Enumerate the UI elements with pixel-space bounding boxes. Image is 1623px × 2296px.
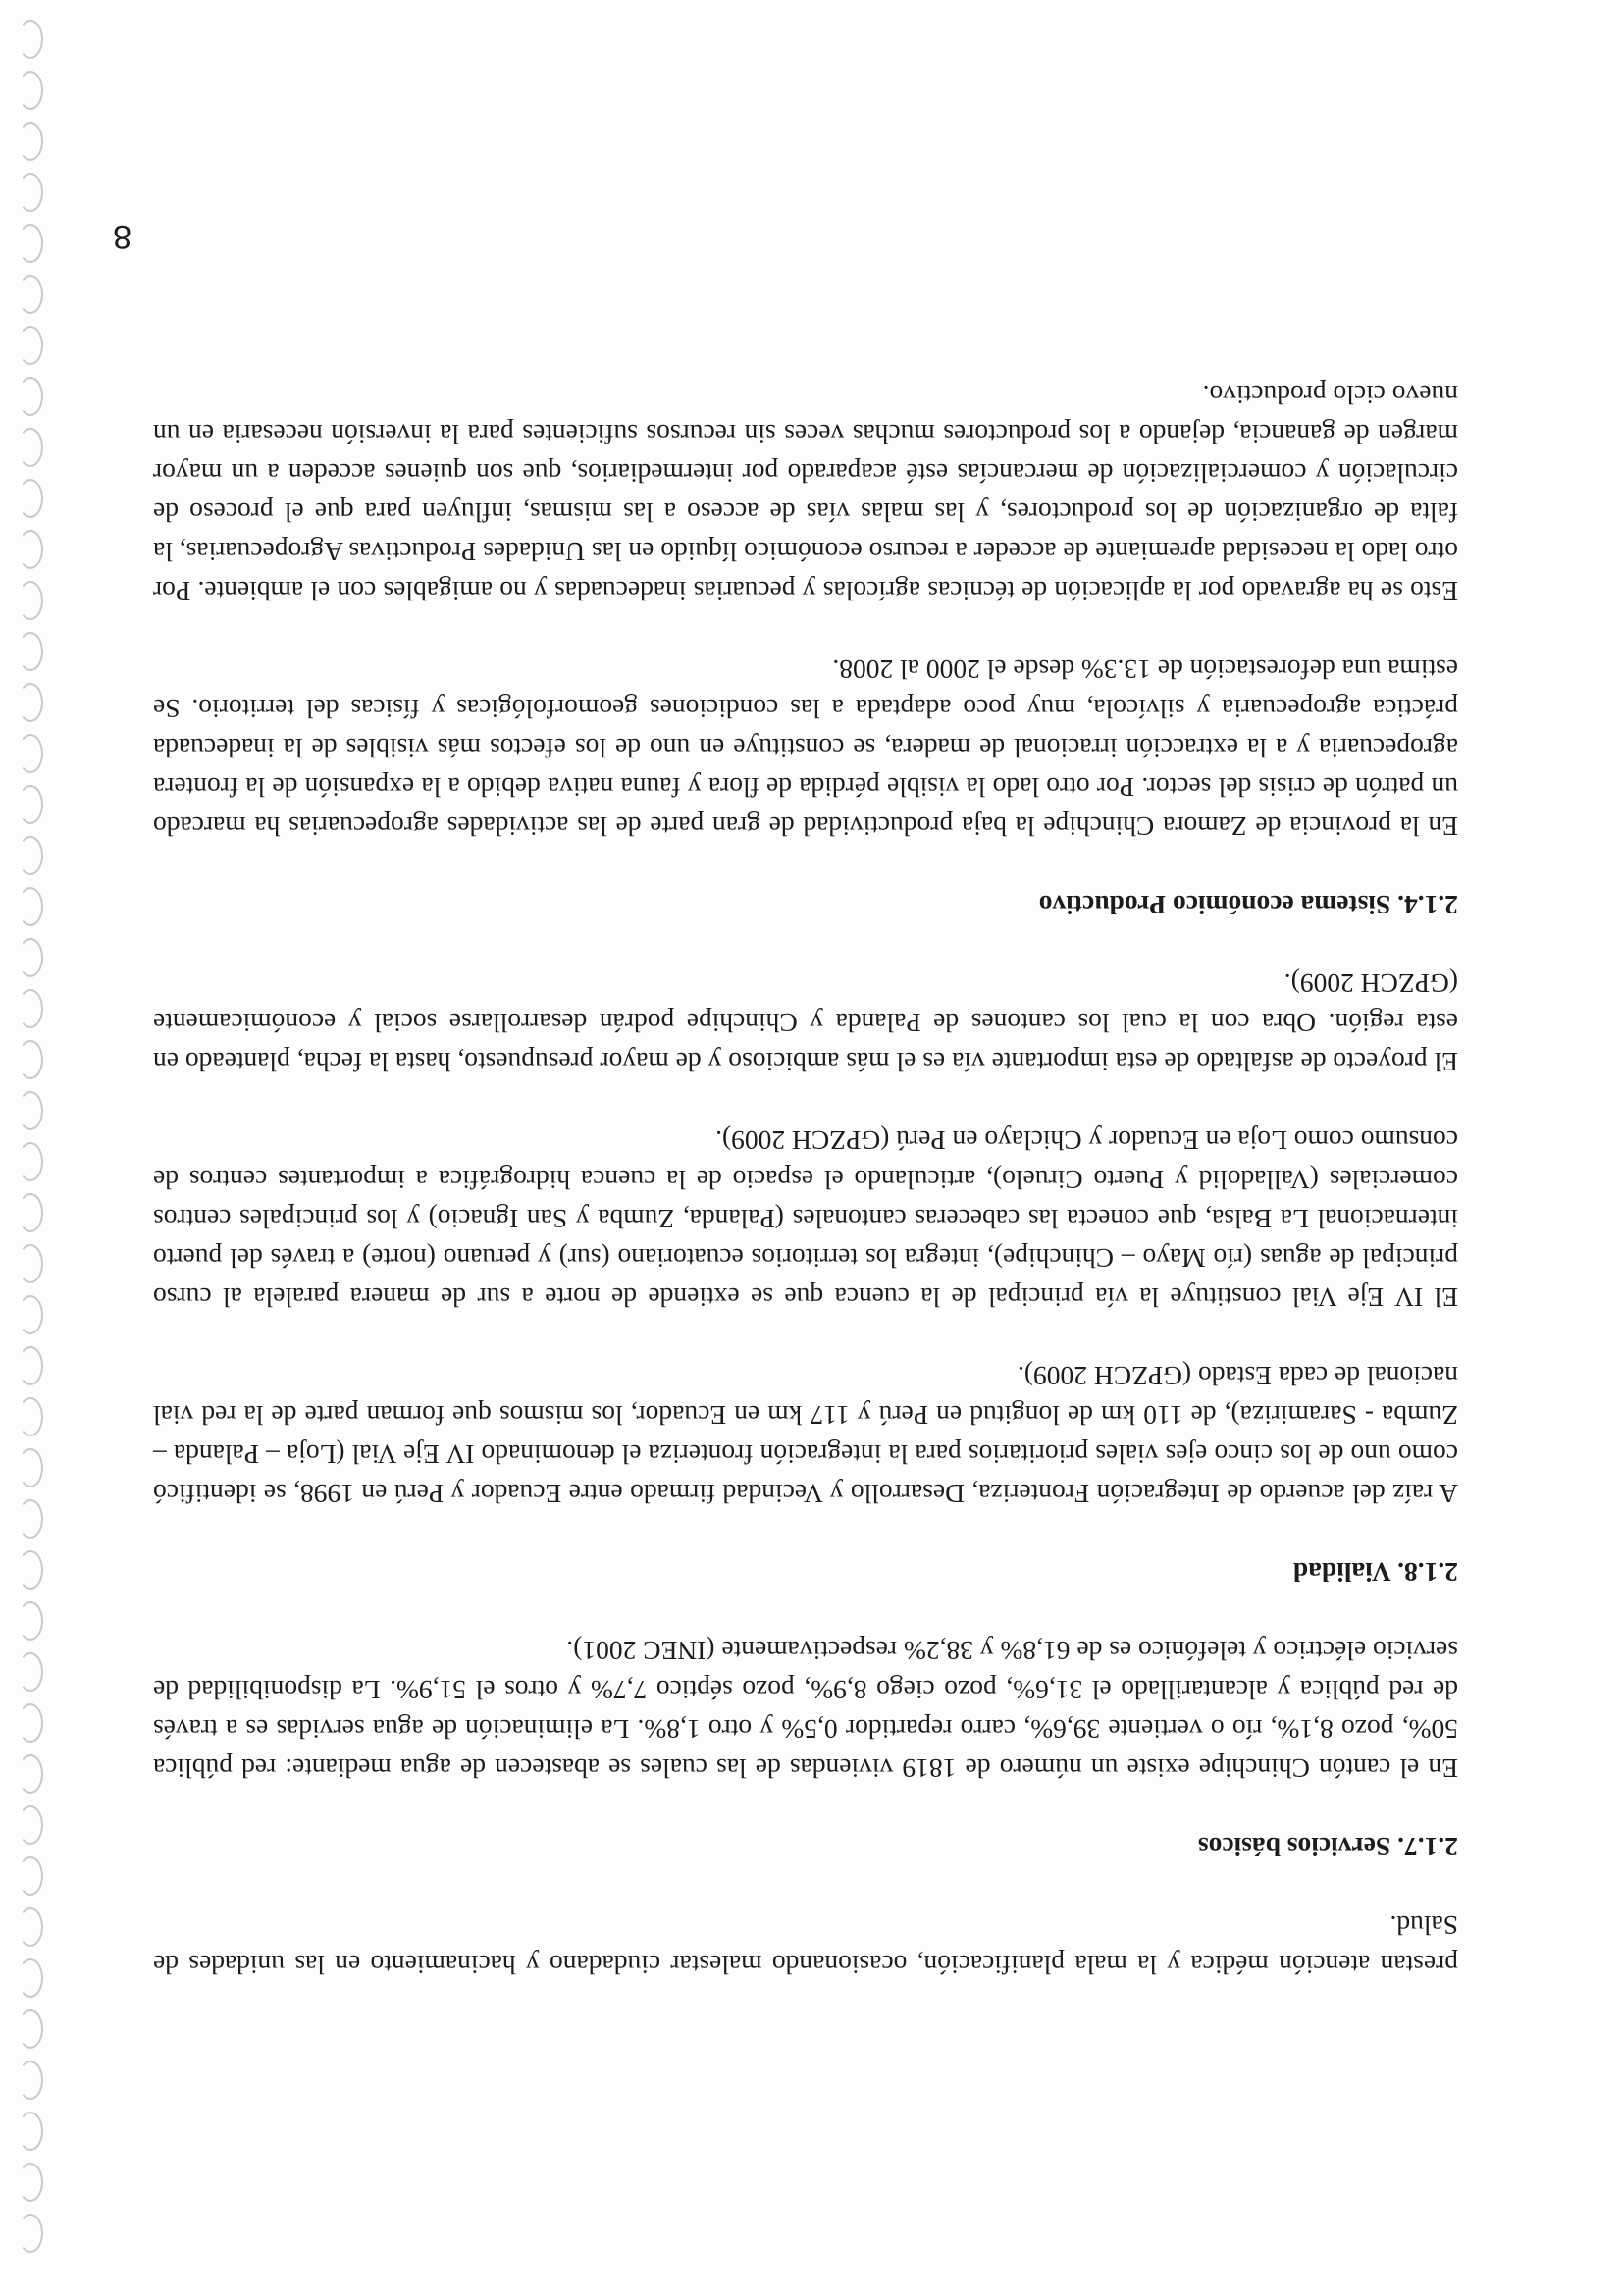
page-number: 8 <box>113 218 131 255</box>
paragraph: A raíz del acuerdo de Integración Fronteriza, Desarrollo y Vecindad firmado entre Ecuador y Perú en 1998, se identificó como uno de los cinco ejes viales prioritarios para la integración fronteriza el denominado IV Eje Vial (Loja – Palanda – Zumba - Saramiriza), de 110 km de longitud en Perú y 117 km en Ecuador, los mismos que forman parte de la red vial nacional de cada Estado (GPZCH 2009). <box>153 1361 1458 1509</box>
section-heading: 2.1.7. Servicios básicos <box>1197 1832 1458 1862</box>
paragraph: El proyecto de asfaltado de esta importante vía es el más ambicioso y de mayor presupuesto, hasta la fecha, planteado en esta región. Obra con la cual los cantones de Palanda y Chinchipe podrán desarrollarse social y económicamente (GPZCH 2009). <box>153 968 1458 1077</box>
section-heading: 2.1.8. Vialidad <box>1292 1557 1458 1588</box>
paragraph: Esto se ha agravado por la aplicación de técnicas agrícolas y pecuarias inadecuadas y no amigables con el ambiente. Por otro lado la necesidad apremiante de acceder a recurso económico líquido en las Unidades Productivas Agropecuarias, la falta de organización de los productores, y las malas vías de acceso a las mismas, influyen para que el proceso de circulación y comercialización de mercancías esté acaparado por intermediarios, que son quienes acceden a un mayor margen de ganancia, dejando a los productores muchas veces sin recursos suficientes para la inversión necesaria en un nuevo ciclo productivo. <box>153 380 1458 606</box>
document-body <box>153 336 1458 1984</box>
paragraph: El IV Eje Vial constituye la vía principal de la cuenca que se extiende de norte a sur de manera paralela al curso principal de aguas (río Mayo – Chinchipe), integra los territorios ecuatoriano (sur) y peruano (norte) a través del puerto internacional La Balsa, que conecta las cabeceras cantonales (Palanda, Zumba y San Ignacio) y los principales centros comerciales (Valladolid y Puerto Ciruelo), articulando el espacio de la cuenca hidrográfica a importantes centros de consumo como Loja en Ecuador y Chiclayo en Perú (GPZCH 2009). <box>153 1125 1458 1313</box>
paragraph: prestan atención médica y la mala planificación, ocasionando malestar ciudadano y hacinamiento en las unidades de Salud. <box>153 1910 1458 1980</box>
paragraph: En la provincia de Zamora Chinchipe la baja productividad de gran parte de las actividades agropecuarias ha marcado un patrón de crisis del sector. Por otro lado la visible pérdida de flora y fauna nativa debido a la expansión de la frontera agropecuaria y a la extracción irracional de madera, se constituye en uno de los efectos más visibles de la inadecuada práctica agropecuaria y silvícola, muy poco adaptada a las condiciones geomorfológicas y físicas del territorio. Se estima una deforestación de 13.3% desde el 2000 al 2008. <box>153 654 1458 842</box>
paragraph: En el cantón Chinchipe existe un número de 1819 viviendas de las cuales se abastecen de agua mediante: red pública 50%, pozo 8,1%, río o vertiente 39,6%, carro repartidor 0,5% y otro 1,8%. La eliminación de agua servidas es a través de red pública y alcantarillado el 31,6%, pozo ciego 8,9%, pozo séptico 7,7% y otros el 51,9%. La disponibilidad de servicio eléctrico y telefónico es de 61,8% y 38,2% respectivamente (INEC 2001). <box>153 1636 1458 1784</box>
section-heading: 2.1.4. Sistema económico Productivo <box>1038 890 1458 920</box>
